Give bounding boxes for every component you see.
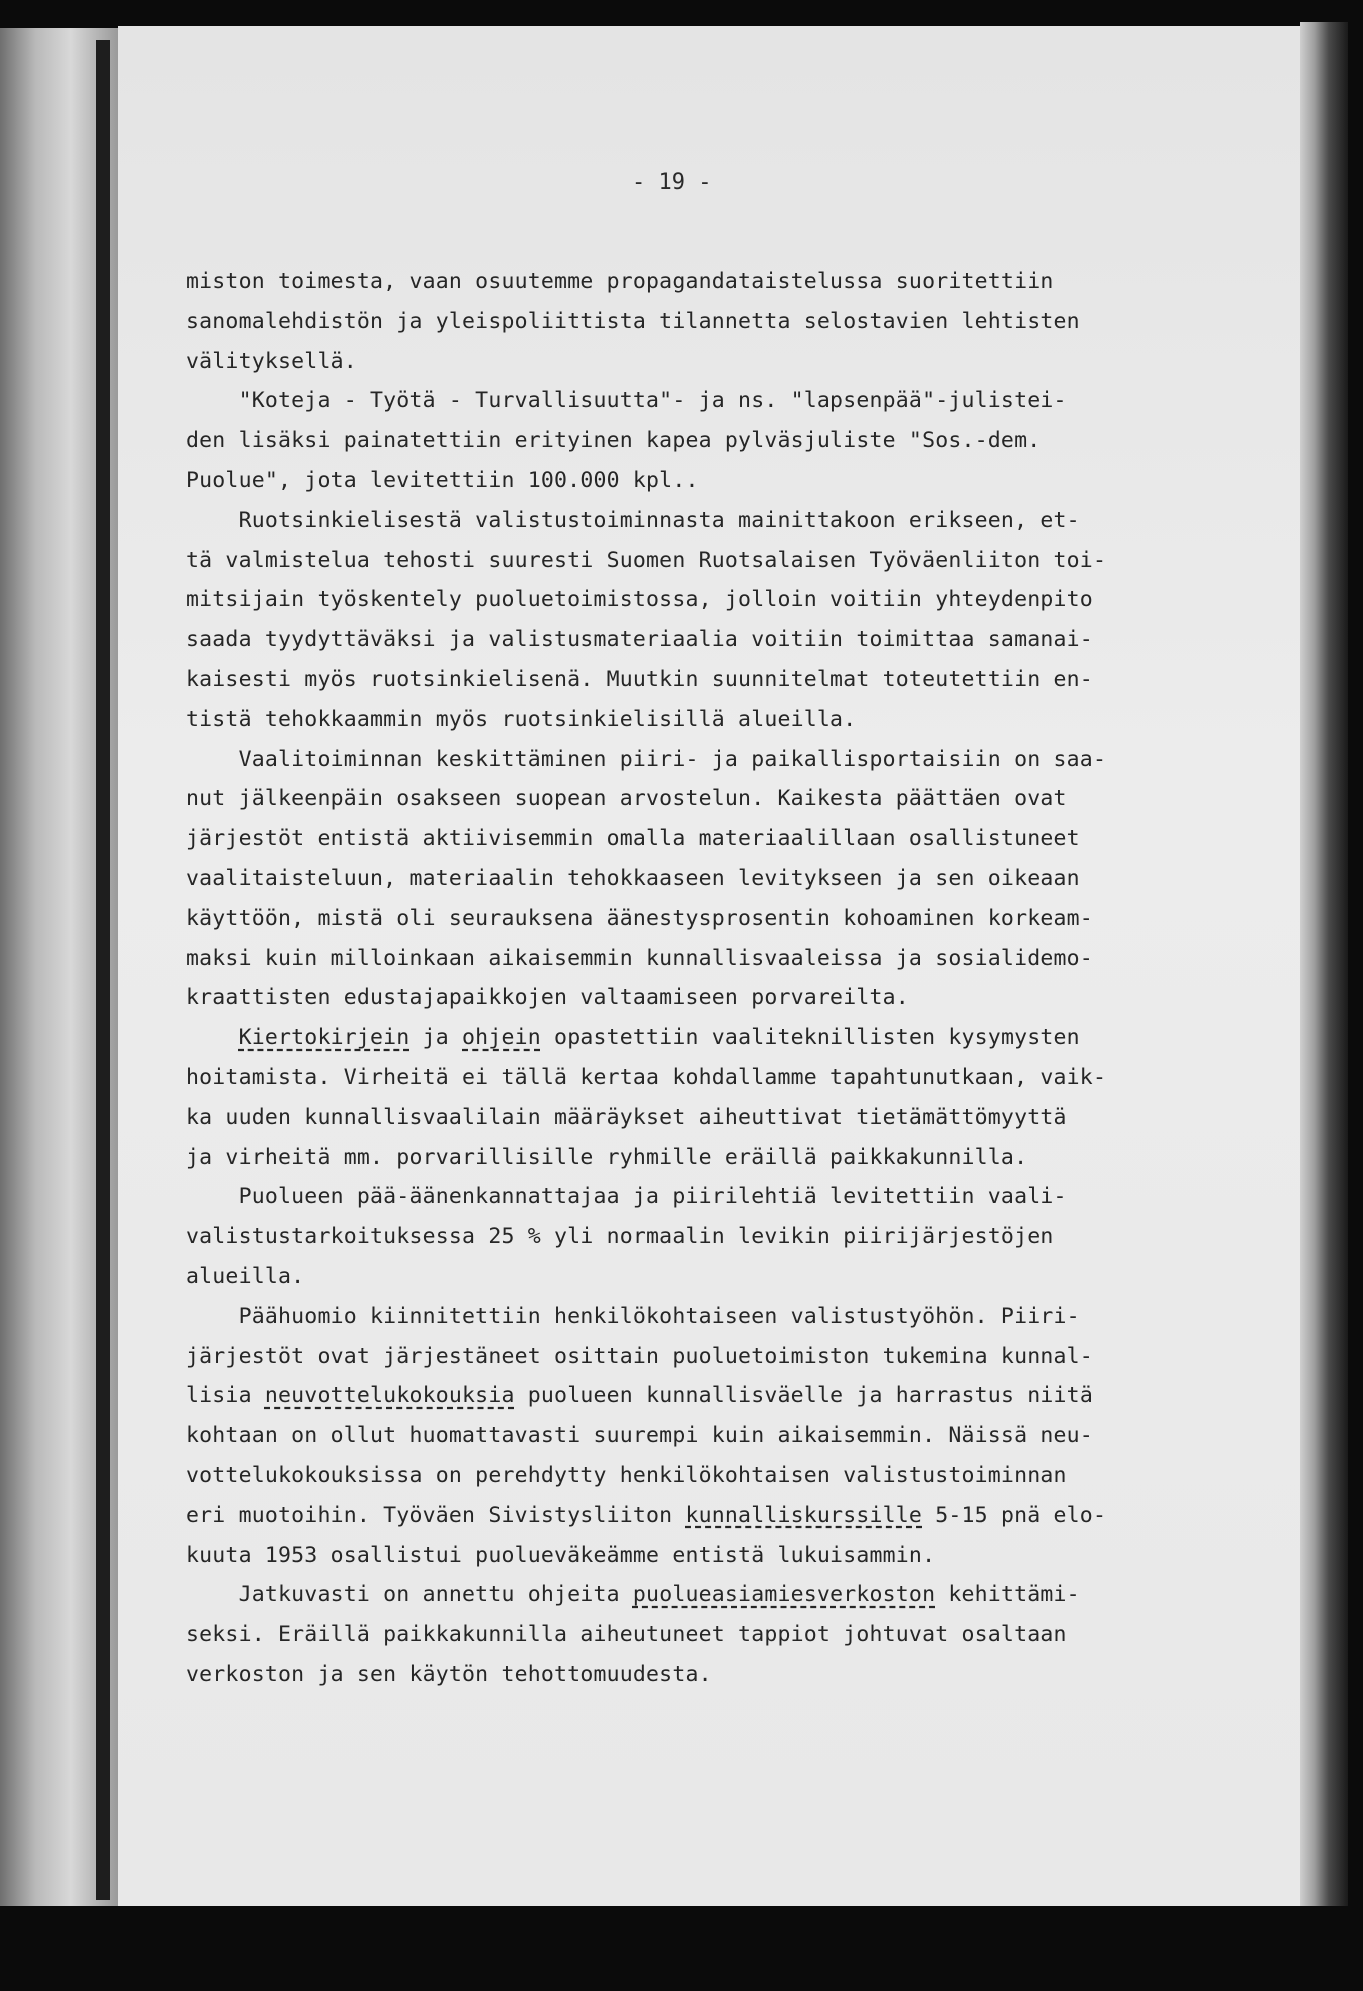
- text-segment: seksi. Eräillä paikkakunnilla aiheutuneet tappiot johtuvat osaltaan: [186, 1622, 1067, 1648]
- text-segment: Puolueen pää-äänenkannattajaa ja piirilehtiä levitettiin vaali-: [186, 1184, 1067, 1210]
- text-segment: tistä tehokkaammin myös ruotsinkielisillä alueilla.: [186, 706, 857, 732]
- text-line: [186, 580, 1226, 620]
- underlined-term: ohjein: [462, 1025, 541, 1051]
- text-line: [186, 1575, 1226, 1615]
- underlined-term: puolueasiamiesverkoston: [632, 1582, 936, 1608]
- text-line: [186, 461, 1226, 501]
- text-segment: kohtaan on ollut huomattavasti suurempi kuin aikaisemmin. Näissä neu-: [186, 1423, 1093, 1449]
- text-segment: miston toimesta, vaan osuutemme propagandataistelussa suoritettiin: [186, 269, 1054, 294]
- text-segment: [186, 1025, 239, 1050]
- page-number: - 19 -: [632, 170, 712, 195]
- text-segment: ja: [409, 1025, 463, 1051]
- text-line: [186, 620, 1226, 660]
- text-line: [186, 779, 1226, 819]
- text-line: [186, 1177, 1226, 1217]
- text-segment: ja virheitä mm. porvarillisille ryhmille eräillä paikkakunnilla.: [186, 1144, 1028, 1170]
- text-segment: järjestöt ovat järjestäneet osittain puoluetoimiston tukemina kunnal-: [186, 1343, 1093, 1369]
- text-segment: ka uuden kunnallisvaalilain määräykset aiheuttivat tietämättömyyttä: [186, 1104, 1067, 1130]
- text-line: [186, 501, 1226, 541]
- text-segment: järjestöt entistä aktiivisemmin omalla materiaalillaan osallistuneet: [186, 826, 1080, 852]
- text-line: [186, 1138, 1226, 1178]
- text-line: [186, 1098, 1226, 1138]
- text-segment: verkoston ja sen käytön tehottomuudesta.: [186, 1661, 712, 1687]
- text-segment: kraattisten edustajapaikkojen valtaamiseen porvareilta.: [186, 985, 909, 1011]
- text-line: [186, 1655, 1226, 1695]
- text-line: [186, 1337, 1226, 1377]
- text-segment: alueilla.: [186, 1263, 305, 1289]
- text-segment: maksi kuin milloinkaan aikaisemmin kunnallisvaaleissa ja sosialidemo-: [186, 945, 1093, 971]
- text-segment: kuuta 1953 osallistui puolueväkeämme entistä lukuisammin.: [186, 1542, 936, 1568]
- text-segment: sanomalehdistön ja yleispoliittista tilannetta selostavien lehtisten: [186, 308, 1080, 334]
- text-segment: valistustarkoituksessa 25 % yli normaalin levikin piirijärjestöjen: [186, 1224, 1054, 1250]
- text-segment: Päähuomio kiinnitettiin henkilökohtaiseen valistustyöhön. Piiri-: [186, 1303, 1080, 1329]
- text-segment: puolueen kunnallisväelle ja harrastus niitä: [514, 1383, 1093, 1409]
- text-line: [186, 1376, 1226, 1416]
- page-right-edge: [1300, 22, 1348, 1912]
- text-line: [186, 660, 1226, 700]
- text-line: [186, 381, 1226, 421]
- text-segment: vottelukokouksissa on perehdytty henkilökohtaisen valistustoiminnan: [186, 1462, 1067, 1488]
- underlined-term: Kiertokirjein: [238, 1025, 410, 1051]
- text-segment: opastettiin vaaliteknillisten kysymysten: [540, 1025, 1080, 1051]
- text-line: [186, 1058, 1226, 1098]
- text-segment: hoitamista. Virheitä ei tällä kertaa kohdallamme tapahtunutkaan, vaik-: [186, 1064, 1107, 1090]
- text-line: [186, 302, 1226, 342]
- text-line: [186, 819, 1226, 859]
- body-text: [186, 262, 1226, 1695]
- text-segment: käyttöön, mistä oli seurauksena äänestysprosentin kohoaminen korkeam-: [186, 905, 1093, 931]
- text-line: [186, 700, 1226, 740]
- text-segment: 5-15 pnä elo-: [922, 1502, 1107, 1528]
- text-line: [186, 262, 1226, 302]
- text-line: [186, 541, 1226, 581]
- text-line: [186, 859, 1226, 899]
- text-line: [186, 1536, 1226, 1576]
- text-segment: Vaalitoiminnan keskittäminen piiri- ja paikallisportaisiin on saa-: [186, 746, 1107, 772]
- text-segment: välityksellä.: [186, 348, 357, 374]
- text-line: [186, 1496, 1226, 1536]
- text-segment: den lisäksi painatettiin erityinen kapea pylväsjuliste "Sos.-dem.: [186, 428, 1041, 454]
- text-line: [186, 1297, 1226, 1337]
- text-segment: eri muotoihin. Työväen Sivistysliiton: [186, 1502, 686, 1528]
- text-line: [186, 1615, 1226, 1655]
- text-line: [186, 939, 1226, 979]
- underlined-term: kunnalliskurssille: [685, 1502, 923, 1528]
- text-segment: nut jälkeenpäin osakseen suopean arvostelun. Kaikesta päättäen ovat: [186, 786, 1067, 812]
- text-segment: saada tyydyttäväksi ja valistusmateriaalia voitiin toimittaa samanai-: [186, 627, 1093, 653]
- text-line: [186, 421, 1226, 461]
- text-segment: mitsijain työskentely puoluetoimistossa, jolloin voitiin yhteydenpito: [186, 587, 1093, 613]
- binding-edge: [96, 40, 110, 1900]
- text-line: [186, 1416, 1226, 1456]
- text-line: [186, 342, 1226, 382]
- text-segment: Puolue", jota levitettiin 100.000 kpl..: [186, 467, 699, 493]
- text-line: [186, 1018, 1226, 1058]
- underlined-term: neuvottelukokouksia: [264, 1383, 515, 1409]
- text-line: [186, 1257, 1226, 1297]
- text-segment: kaisesti myös ruotsinkielisenä. Muutkin suunnitelmat toteutettiin en-: [186, 666, 1093, 692]
- text-segment: tä valmistelua tehosti suuresti Suomen Ruotsalaisen Työväenliiton toi-: [186, 547, 1107, 573]
- text-line: [186, 978, 1226, 1018]
- text-segment: "Koteja - Työtä - Turvallisuutta"- ja ns. "lapsenpää"-julistei-: [186, 388, 1067, 414]
- text-line: [186, 1456, 1226, 1496]
- bottom-border: [0, 1906, 1363, 1991]
- text-segment: kehittämi-: [935, 1582, 1080, 1608]
- text-line: [186, 740, 1226, 780]
- text-line: [186, 1217, 1226, 1257]
- text-segment: lisia: [186, 1383, 265, 1409]
- text-segment: Ruotsinkielisestä valistustoiminnasta mainittakoon erikseen, et-: [186, 507, 1080, 533]
- text-segment: Jatkuvasti on annettu ohjeita: [186, 1582, 633, 1608]
- text-segment: vaalitaisteluun, materiaalin tehokkaaseen levitykseen ja sen oikeaan: [186, 865, 1080, 891]
- text-line: [186, 899, 1226, 939]
